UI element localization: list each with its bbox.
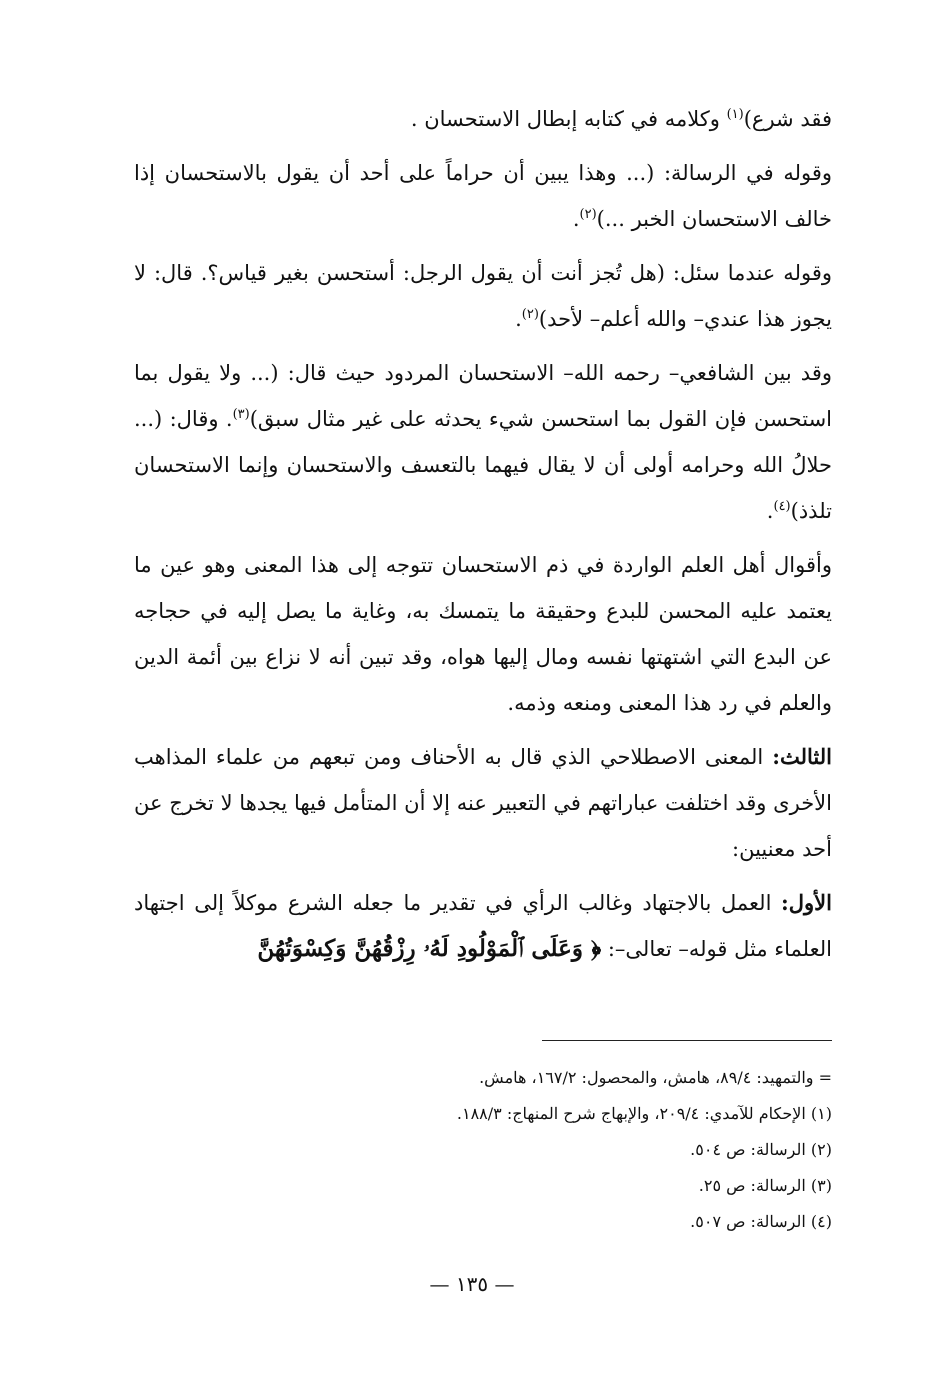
paragraph-7 — [134, 880, 832, 972]
paragraph-3 — [134, 250, 832, 342]
paragraph-text: . — [766, 499, 774, 523]
footnote-4: (٤) الرسالة: ص ٥٠٧. — [690, 1212, 832, 1231]
paragraph-5: وأقوال أهل العلم الواردة في ذم الاستحسان تتوجه إلى هذا المعنى وهو عين ما يعتمد عليه المحسن للبدع وحقيقة ما يتمسك به، وغاية ما يصل إليه في حجاجه عن البدع التي اشتهتها نفسه ومال إليها هواه، وقد تبين أنه لا نزاع بين أئمة الدين والعلم في رد هذا المعنى ومنعه وذمه. — [134, 553, 832, 715]
footnote-continuation: = والتمهيد: ٨٩/٤، هامش، والمحصول: ١٦٧/٢، هامش. — [479, 1068, 832, 1087]
paragraph-text: وقوله عندما سئل: (هل تُجز أنت أن يقول الرجل: أستحسن بغير قياس؟. قال: لا يجوز هذا عندي– والله أعلم– لأحد) — [134, 261, 832, 331]
paragraph-text: المعنى الاصطلاحي الذي قال به الأحناف ومن تبعهم من علماء المذاهب الأخرى وقد اختلفت عباراتهم في التعبير عنه إلا أن المتأمل فيها يجدها لا تخرج عن أحد معنيين: — [134, 745, 832, 861]
quran-verse: ﴿ وَعَلَى ٱلْمَوْلُودِ لَهُۥ رِزْقُهُنَّ وَكِسْوَتُهُنَّ — [257, 935, 602, 962]
section-lead: الثالث: — [772, 744, 832, 769]
footnote-2: (٢) الرسالة: ص ٥٠٤. — [690, 1140, 832, 1159]
paragraph-text: وكلامه في كتابه إبطال الاستحسان . — [410, 107, 727, 131]
paragraph-6 — [134, 734, 832, 872]
footnote-ref: (٢) — [521, 307, 539, 322]
footnote-ref: (١) — [726, 107, 744, 122]
paragraph-4 — [134, 350, 832, 534]
paragraph-text: فقد شرع) — [743, 107, 832, 131]
body-text — [134, 96, 832, 980]
footnote-ref: (٤) — [773, 499, 791, 514]
footnote-3: (٣) الرسالة: ص ٢٥. — [698, 1176, 832, 1195]
paragraph-text: العمل بالاجتهاد وغالب الرأي في تقدير ما جعله الشرع موكلاً إلى اجتهاد العلماء مثل قوله– تعالى–: — [134, 891, 832, 961]
footnote-divider — [542, 1040, 832, 1041]
footnote-1: (١) الإحكام للآمدي: ٢٠٩/٤، والإبهاج شرح المنهاج: ١٨٨/٣. — [456, 1104, 832, 1123]
paragraph-2 — [134, 150, 832, 242]
paragraph-text: . — [515, 307, 522, 331]
footnote-ref: (٣) — [232, 407, 250, 422]
page-number: — ١٣٥ — — [429, 1272, 515, 1296]
paragraph-text: . وقال: (... حلالُ الله وحرامه أولى أن لا يقال فيهما بالتعسف والاستحسان وإنما الاستحسان تلذذ) — [134, 407, 832, 523]
paragraph-text: . — [572, 207, 580, 231]
footnote-ref: (٢) — [579, 207, 597, 222]
section-lead: الأول: — [781, 890, 832, 915]
footnotes — [134, 1060, 832, 1240]
paragraph-text: وقوله في الرسالة: (... وهذا يبين أن حراماً على أحد أن يقول بالاستحسان إذا خالف الاستحسان الخبر ...) — [134, 161, 832, 231]
paragraph-1 — [134, 96, 832, 142]
paragraph-text: وقد بين الشافعي– رحمه الله– الاستحسان المردود حيث قال: (... ولا يقول بما استحسن فإن القول بما استحسن شيء يحدثه على غير مثال سبق) — [134, 361, 832, 431]
